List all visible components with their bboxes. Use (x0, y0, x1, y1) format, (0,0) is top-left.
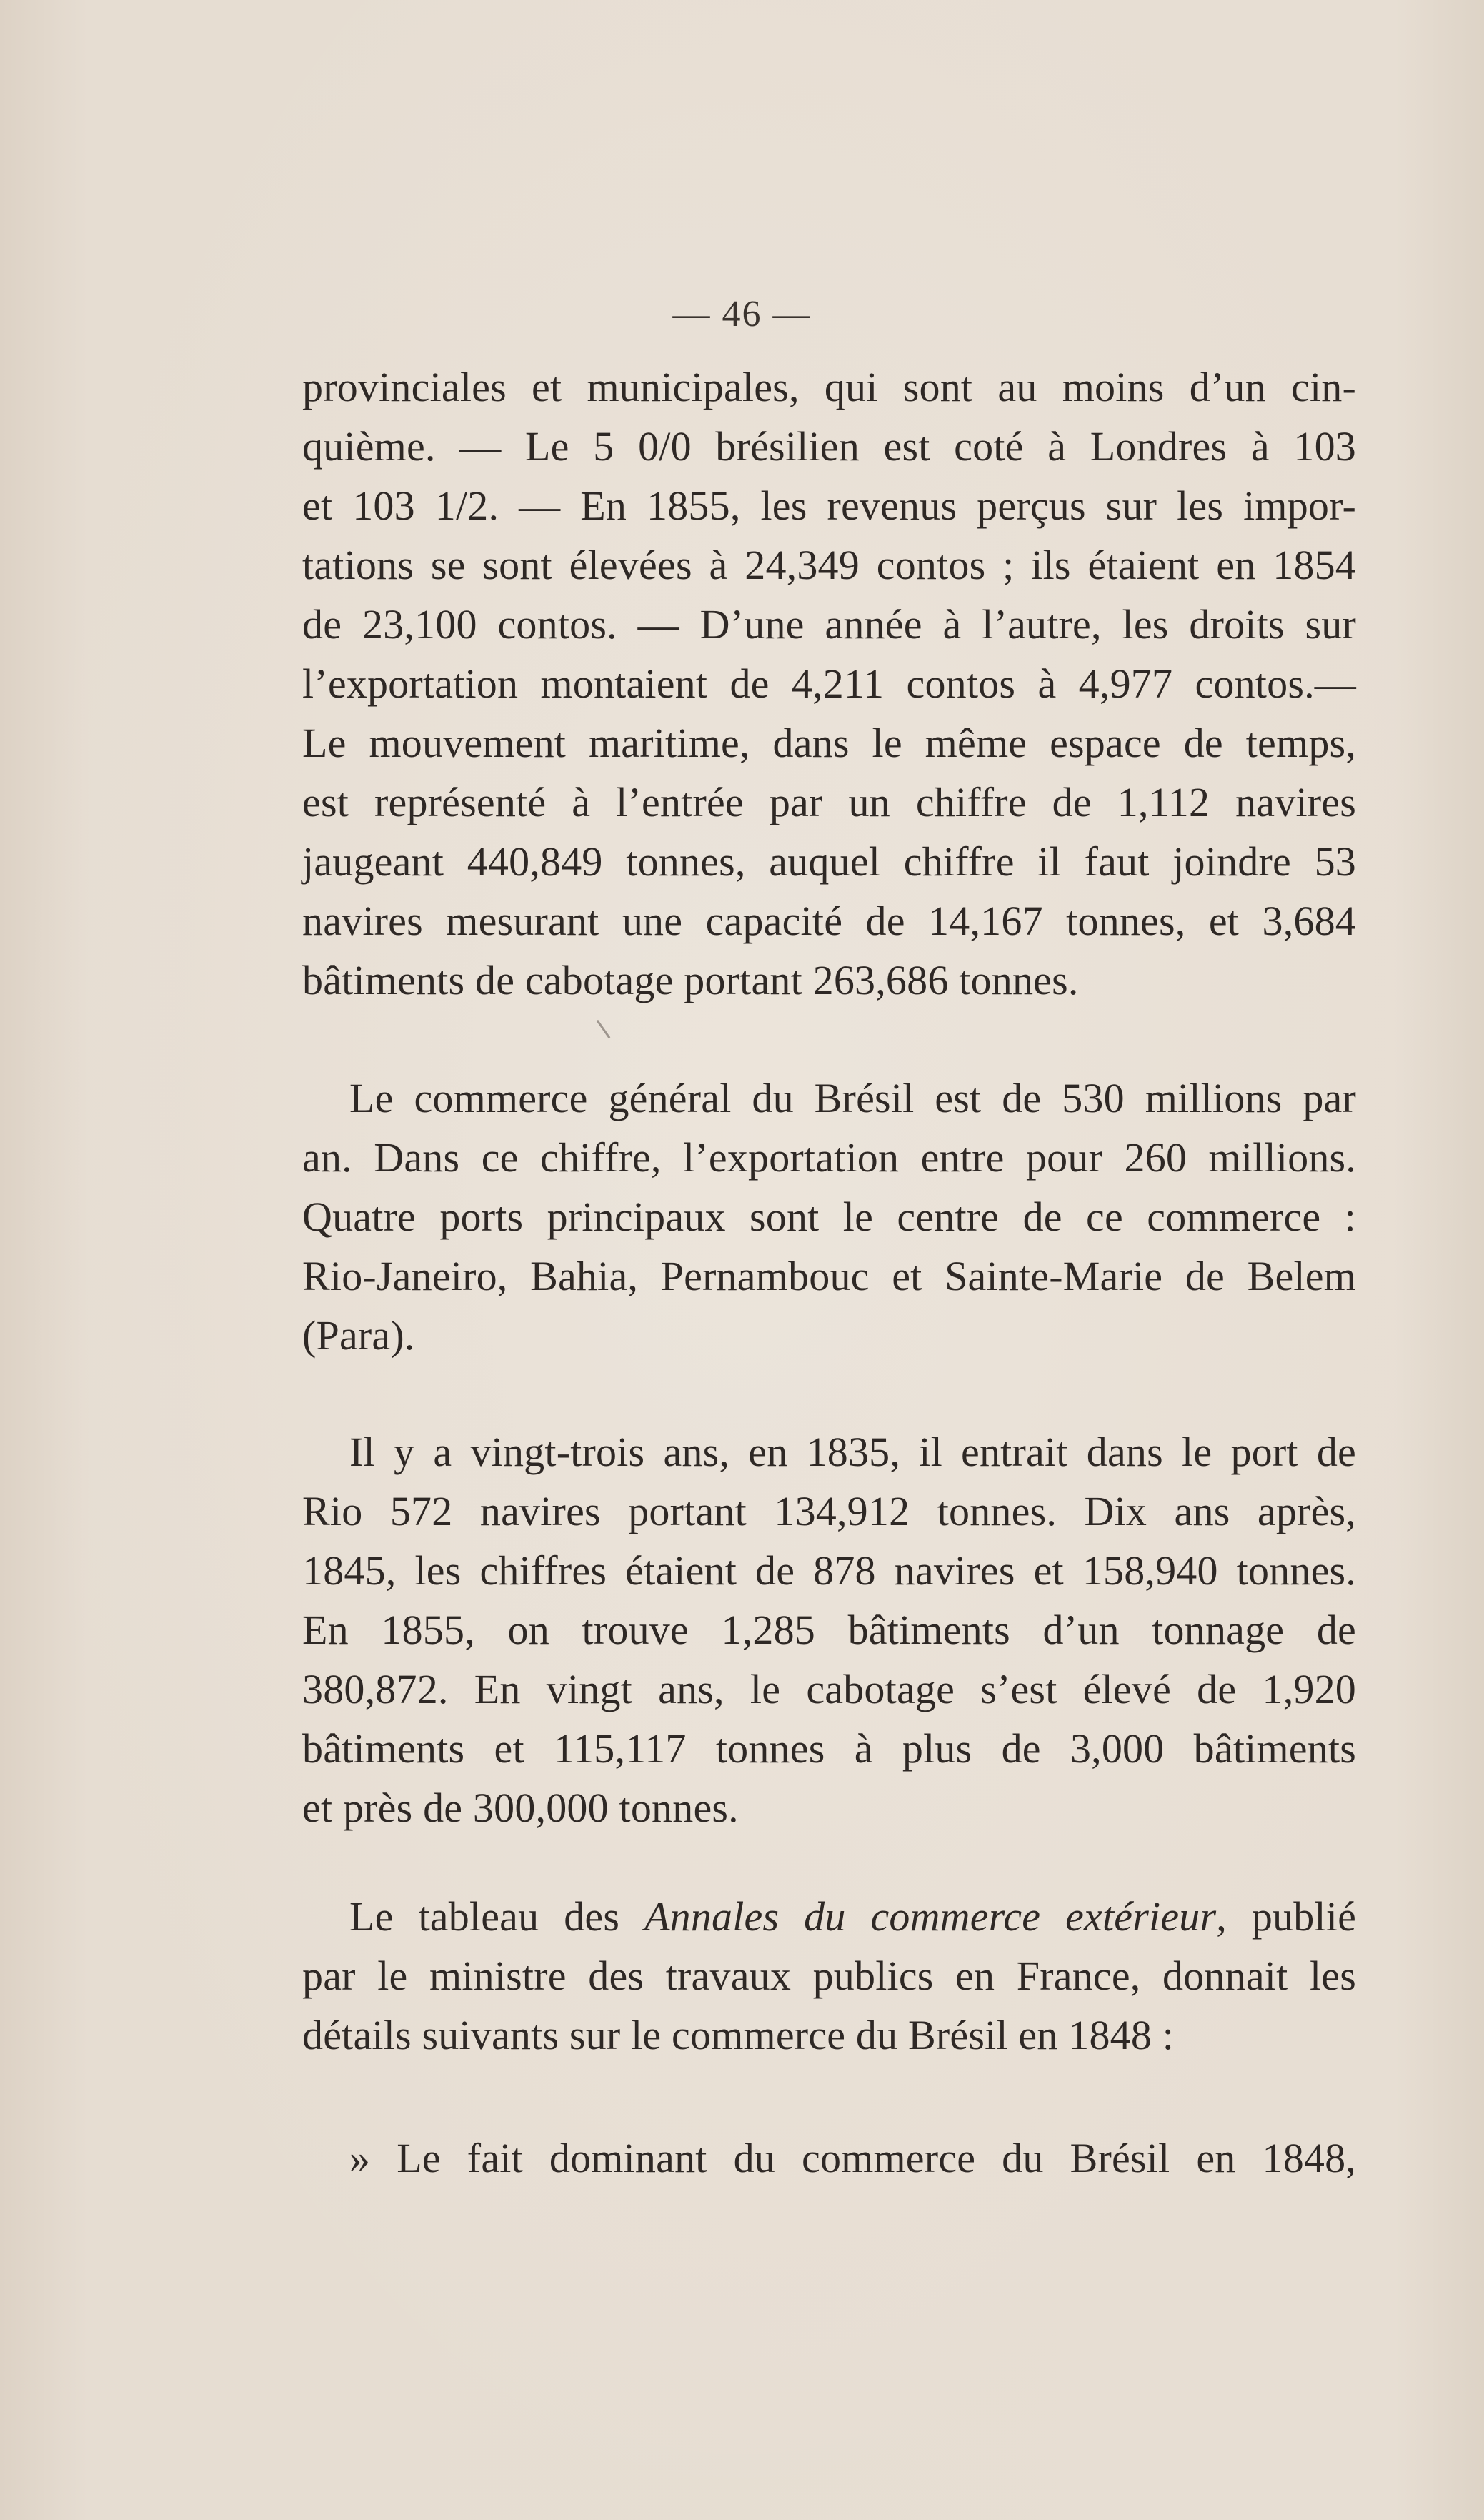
text-line: En 1855, on trouve 1,285 bâtiments d’un tonnage de (302, 1607, 1356, 1653)
paragraph-3 (302, 1422, 1356, 1837)
text-line: Quatre ports principaux sont le centre de ce commerce : (302, 1194, 1356, 1240)
text-line: Rio 572 navires portant 134,912 tonnes. Dix ans après, (302, 1488, 1356, 1534)
text-line: jaugeant 440,849 tonnes, auquel chiffre il faut joindre 53 (302, 838, 1356, 885)
paragraph-1 (302, 357, 1356, 1010)
text-line: et près de 300,000 tonnes. (302, 1785, 739, 1831)
text-line: et 103 1/2. — En 1855, les revenus perçus sur les impor- (302, 482, 1356, 529)
scan-artifact-mark (597, 1020, 611, 1038)
text-run: , publié (1216, 1893, 1357, 1940)
text-line: Le mouvement maritime, dans le même espace de temps, (302, 720, 1356, 766)
text-line: 1845, les chiffres étaient de 878 navires et 158,940 tonnes. (302, 1547, 1356, 1594)
paragraph-5 (302, 2128, 1356, 2188)
text-line: quième. — Le 5 0/0 brésilien est coté à Londres à 103 (302, 423, 1356, 470)
text-line: est représenté à l’entrée par un chiffre de 1,112 navires (302, 779, 1356, 825)
text-line: par le ministre des travaux publics en France, donnait les (302, 1953, 1356, 1999)
paragraph-4 (302, 1887, 1356, 2065)
text-line: tations se sont élevées à 24,349 contos ; ils étaient en 1854 (302, 542, 1356, 588)
text-line: » Le fait dominant du commerce du Brésil en 1848, (349, 2135, 1356, 2181)
text-line: Rio-Janeiro, Bahia, Pernambouc et Sainte-Marie de Belem (302, 1253, 1356, 1299)
text-line (302, 1887, 1356, 1946)
publication-title: Annales du commerce extérieur (644, 1893, 1217, 1940)
text-line: de 23,100 contos. — D’une année à l’autre, les droits sur (302, 601, 1356, 648)
text-line: Le commerce général du Brésil est de 530 millions par (349, 1075, 1356, 1121)
text-run: Le tableau des (349, 1893, 645, 1940)
text-line: bâtiments de cabotage portant 263,686 tonnes. (302, 957, 1079, 1003)
text-line: navires mesurant une capacité de 14,167 tonnes, et 3,684 (302, 898, 1356, 944)
paragraph-2 (302, 1068, 1356, 1365)
text-line: (Para). (302, 1312, 415, 1359)
text-line: provinciales et municipales, qui sont au moins d’un cin- (302, 364, 1356, 410)
text-line: bâtiments et 115,117 tonnes à plus de 3,000 bâtiments (302, 1725, 1356, 1772)
text-line: an. Dans ce chiffre, l’exportation entre pour 260 millions. (302, 1134, 1356, 1181)
text-line: Il y a vingt-trois ans, en 1835, il entrait dans le port de (349, 1429, 1356, 1475)
text-line: 380,872. En vingt ans, le cabotage s’est élevé de 1,920 (302, 1666, 1356, 1712)
page-number: — 46 — (672, 294, 812, 334)
text-line: détails suivants sur le commerce du Brésil en 1848 : (302, 2012, 1175, 2058)
text-line: l’exportation montaient de 4,211 contos à 4,977 contos.— (302, 660, 1356, 707)
